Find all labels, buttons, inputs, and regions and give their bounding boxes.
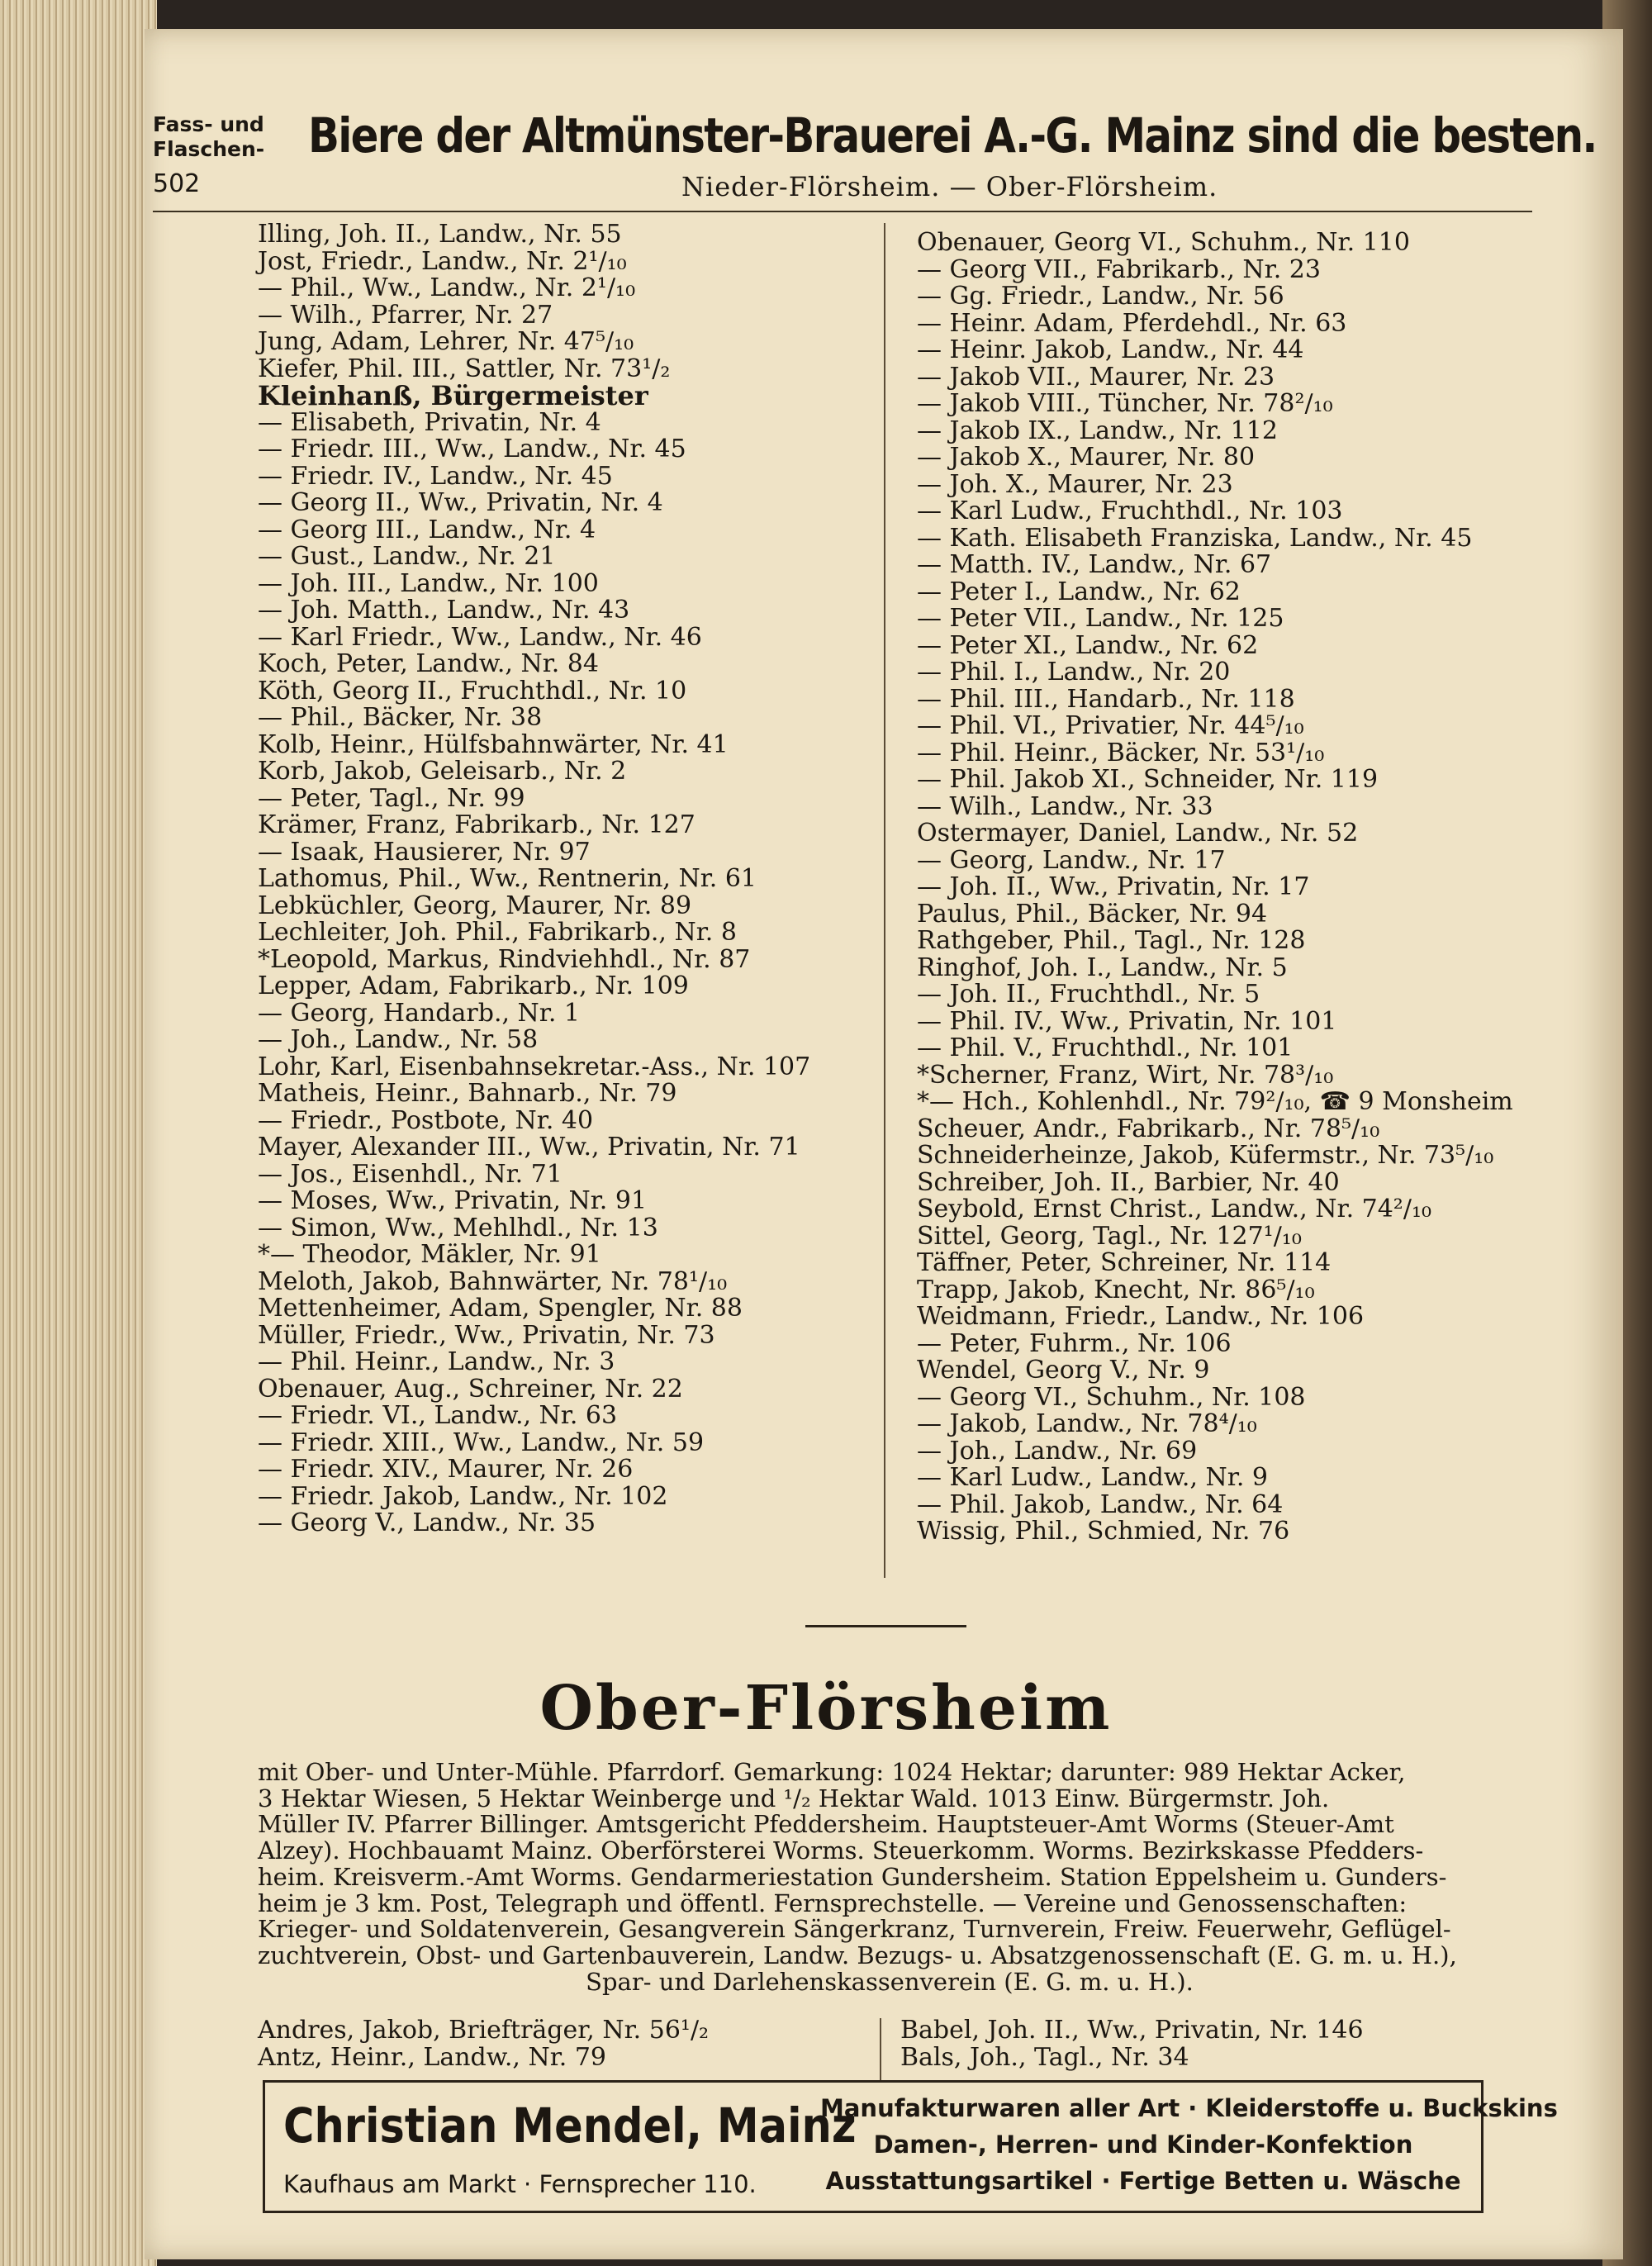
section-intro <box>258 1760 1521 1995</box>
directory-entry: Koch, Peter, Landw., Nr. 84 <box>258 649 599 678</box>
directory-entry: Mayer, Alexander III., Ww., Privatin, Nr. 71 <box>258 1133 800 1162</box>
directory-entry: Jung, Adam, Lehrer, Nr. 47⁵/₁₀ <box>258 327 634 356</box>
top-advertisement <box>153 107 1597 173</box>
page-number: 502 <box>153 169 201 198</box>
ad-top-slogan: Biere der Altmünster-Brauerei A.-G. Mainz sind die besten. <box>308 107 1597 164</box>
directory-entry: — Phil. I., Landw., Nr. 20 <box>917 658 1231 686</box>
directory-entry: Weidmann, Friedr., Landw., Nr. 106 <box>917 1302 1365 1331</box>
directory-entry: — Peter XI., Landw., Nr. 62 <box>917 630 1259 660</box>
directory-entry: — Jakob, Landw., Nr. 78⁴/₁₀ <box>917 1409 1257 1438</box>
directory-entry: — Friedr. VI., Landw., Nr. 63 <box>258 1401 618 1430</box>
directory-entry: zuchtverein, Obst- und Gartenbauverein, Landw. Bezugs- u. Absatzgenossenschaft (E. G. m. u. H.), <box>258 1941 1457 1969</box>
directory-entry: — Heinr. Jakob, Landw., Nr. 44 <box>917 335 1304 364</box>
directory-entry: *— Theodor, Mäkler, Nr. 91 <box>258 1240 601 1269</box>
directory-entry: Lechleiter, Joh. Phil., Fabrikarb., Nr. 8 <box>258 918 737 947</box>
directory-entry: Sittel, Georg, Tagl., Nr. 127¹/₁₀ <box>917 1221 1302 1251</box>
bottom-right-column <box>900 2017 1364 2071</box>
directory-entry: mit Ober- und Unter-Mühle. Pfarrdorf. Gemarkung: 1024 Hektar; darunter: 989 Hektar Acker, <box>258 1758 1406 1786</box>
directory-entry: Ostermayer, Daniel, Landw., Nr. 52 <box>917 819 1359 848</box>
directory-entry: — Friedr., Postbote, Nr. 40 <box>258 1105 594 1135</box>
directory-entry: *Scherner, Franz, Wirt, Nr. 78³/₁₀ <box>917 1060 1334 1090</box>
directory-entry: — Jakob VIII., Tüncher, Nr. 78²/₁₀ <box>917 389 1333 418</box>
directory-entry: Spar- und Darlehenskassenverein (E. G. m. u. H.). <box>586 1967 1194 1996</box>
directory-entry: — Georg, Landw., Nr. 17 <box>917 845 1226 875</box>
directory-entry: — Georg V., Landw., Nr. 35 <box>258 1508 596 1537</box>
directory-entry: Mettenheimer, Adam, Spengler, Nr. 88 <box>258 1294 743 1323</box>
directory-entry: — Phil. VI., Privatier, Nr. 44⁵/₁₀ <box>917 711 1304 740</box>
directory-entry: — Jakob X., Maurer, Nr. 80 <box>917 443 1256 472</box>
directory-entry: — Phil. V., Fruchthdl., Nr. 101 <box>917 1033 1294 1062</box>
directory-entry: Wendel, Georg V., Nr. 9 <box>917 1356 1210 1385</box>
directory-entry: — Jakob IX., Landw., Nr. 112 <box>917 416 1278 445</box>
directory-entry: — Phil., Bäcker, Nr. 38 <box>258 703 543 732</box>
directory-entry: — Friedr. XIII., Ww., Landw., Nr. 59 <box>258 1428 705 1457</box>
directory-entry: — Karl Friedr., Ww., Landw., Nr. 46 <box>258 622 702 652</box>
directory-entry: Obenauer, Georg VI., Schuhm., Nr. 110 <box>917 228 1410 257</box>
directory-entry: Wissig, Phil., Schmied, Nr. 76 <box>917 1517 1290 1546</box>
running-title: Nieder-Flörsheim. — Ober-Flörsheim. <box>681 171 1218 202</box>
directory-entry: Antz, Heinr., Landw., Nr. 79 <box>258 2042 607 2072</box>
directory-entry: — Friedr. IV., Landw., Nr. 45 <box>258 461 613 491</box>
directory-entry: — Karl Ludw., Fruchthdl., Nr. 103 <box>917 496 1343 525</box>
directory-entry: — Phil. III., Handarb., Nr. 118 <box>917 684 1295 714</box>
directory-entry: — Peter VII., Landw., Nr. 125 <box>917 604 1284 633</box>
directory-entry: Rathgeber, Phil., Tagl., Nr. 128 <box>917 926 1306 955</box>
directory-entry: Scheuer, Andr., Fabrikarb., Nr. 78⁵/₁₀ <box>917 1114 1380 1143</box>
directory-entry: 3 Hektar Wiesen, 5 Hektar Weinberge und ¹/₂ Hektar Wald. 1013 Einw. Bürgermstr. Joh. <box>258 1784 1330 1812</box>
directory-entry: — Phil. Heinr., Landw., Nr. 3 <box>258 1347 615 1376</box>
directory-entry: — Wilh., Landw., Nr. 33 <box>917 791 1213 821</box>
directory-entry: — Joh. II., Ww., Privatin, Nr. 17 <box>917 872 1310 901</box>
directory-entry: Lebküchler, Georg, Maurer, Nr. 89 <box>258 891 692 920</box>
directory-entry: Ringhof, Joh. I., Landw., Nr. 5 <box>917 952 1288 982</box>
directory-entry: — Moses, Ww., Privatin, Nr. 91 <box>258 1186 648 1215</box>
directory-entry: heim. Kreisverm.-Amt Worms. Gendarmeriestation Gundersheim. Station Eppelsheim u. Gunders- <box>258 1862 1447 1891</box>
directory-entry: Lepper, Adam, Fabrikarb., Nr. 109 <box>258 971 689 1000</box>
directory-entry: — Phil., Ww., Landw., Nr. 2¹/₁₀ <box>258 273 636 302</box>
section-separator <box>805 1625 966 1627</box>
directory-entry: — Simon, Ww., Mehlhdl., Nr. 13 <box>258 1213 658 1242</box>
bottom-left-column <box>258 2017 709 2071</box>
directory-entry: Meloth, Jakob, Bahnwärter, Nr. 78¹/₁₀ <box>258 1266 728 1296</box>
directory-entry: Obenauer, Aug., Schreiner, Nr. 22 <box>258 1374 683 1404</box>
ad-address: Kaufhaus am Markt · Fernsprecher 110. <box>283 2170 757 2198</box>
ad-line-1: Manufakturwaren aller Art · Kleiderstoffe u. Buckskins <box>820 2094 1558 2122</box>
column-divider <box>884 223 885 1578</box>
directory-entry: — Joh. Matth., Landw., Nr. 43 <box>258 596 630 625</box>
directory-entry: — Peter, Fuhrm., Nr. 106 <box>917 1328 1232 1358</box>
directory-entry: Köth, Georg II., Fruchthdl., Nr. 10 <box>258 676 687 705</box>
directory-entry: — Jakob VII., Maurer, Nr. 23 <box>917 362 1275 392</box>
directory-entry: Schreiber, Joh. II., Barbier, Nr. 40 <box>917 1167 1340 1197</box>
directory-entry: Bals, Joh., Tagl., Nr. 34 <box>900 2042 1189 2072</box>
running-head <box>153 169 1532 212</box>
directory-entry: Lathomus, Phil., Ww., Rentnerin, Nr. 61 <box>258 864 757 893</box>
directory-entry: — Isaak, Hausierer, Nr. 97 <box>258 837 591 867</box>
ad-line-2: Damen-, Herren- und Kinder-Konfektion <box>873 2131 1413 2159</box>
directory-entry: — Jos., Eisenhdl., Nr. 71 <box>258 1159 563 1189</box>
directory-entry: Kiefer, Phil. III., Sattler, Nr. 73¹/₂ <box>258 354 671 383</box>
directory-entry: Täffner, Peter, Schreiner, Nr. 114 <box>917 1248 1332 1277</box>
directory-entry: Alzey). Hochbauamt Mainz. Oberförsterei Worms. Steuerkomm. Worms. Bezirkskasse Pfedders- <box>258 1836 1424 1865</box>
directory-entry: — Georg II., Ww., Privatin, Nr. 4 <box>258 488 663 517</box>
directory-entry: — Georg VI., Schuhm., Nr. 108 <box>917 1382 1306 1412</box>
directory-entry: Illing, Joh. II., Landw., Nr. 55 <box>258 220 622 249</box>
directory-entry: Kleinhanß, Bürgermeister <box>258 380 648 411</box>
directory-entry: — Matth. IV., Landw., Nr. 67 <box>917 550 1272 579</box>
directory-entry: Matheis, Heinr., Bahnarb., Nr. 79 <box>258 1079 677 1108</box>
directory-entry: — Gg. Friedr., Landw., Nr. 56 <box>917 282 1284 311</box>
directory-entry: — Joh., Landw., Nr. 58 <box>258 1025 539 1054</box>
book-page-edges <box>0 0 157 2266</box>
directory-entry: — Peter, Tagl., Nr. 99 <box>258 783 525 813</box>
ad-top-small-text: Fass- und Flaschen- <box>153 112 265 161</box>
directory-entry: — Joh. III., Landw., Nr. 100 <box>258 568 599 598</box>
directory-entry: *— Hch., Kohlenhdl., Nr. 79²/₁₀, ☎ 9 Monsheim <box>917 1087 1513 1116</box>
directory-entry: Krieger- und Soldatenverein, Gesangverein Sängerkranz, Turnverein, Freiw. Feuerwehr, Geflügel- <box>258 1915 1451 1944</box>
directory-entry: — Joh. II., Fruchthdl., Nr. 5 <box>917 980 1260 1009</box>
directory-entry: Kolb, Heinr., Hülfsbahnwärter, Nr. 41 <box>258 729 729 759</box>
directory-entry: — Peter I., Landw., Nr. 62 <box>917 577 1241 606</box>
directory-entry: — Phil. Heinr., Bäcker, Nr. 53¹/₁₀ <box>917 738 1325 767</box>
directory-entry: — Heinr. Adam, Pferdehdl., Nr. 63 <box>917 308 1347 338</box>
directory-entry: — Joh., Landw., Nr. 69 <box>917 1436 1198 1466</box>
directory-entry: Andres, Jakob, Briefträger, Nr. 56¹/₂ <box>258 2016 710 2045</box>
directory-entry: — Wilh., Pfarrer, Nr. 27 <box>258 300 553 330</box>
directory-entry: Korb, Jakob, Geleisarb., Nr. 2 <box>258 757 627 786</box>
bottom-column-divider <box>880 2018 881 2080</box>
directory-entry: — Karl Ludw., Landw., Nr. 9 <box>917 1463 1268 1492</box>
directory-entry: *Leopold, Markus, Rindviehhdl., Nr. 87 <box>258 944 751 974</box>
directory-entry: Schneiderheinze, Jakob, Küfermstr., Nr. 73⁵/₁₀ <box>917 1141 1494 1170</box>
directory-entry: — Phil. Jakob, Landw., Nr. 64 <box>917 1489 1284 1519</box>
directory-entry: — Friedr. III., Ww., Landw., Nr. 45 <box>258 435 686 463</box>
directory-entry: Lohr, Karl, Eisenbahnsekretar.-Ass., Nr. 107 <box>258 1052 811 1081</box>
directory-entry: Babel, Joh. II., Ww., Privatin, Nr. 146 <box>900 2016 1364 2045</box>
directory-entry: Seybold, Ernst Christ., Landw., Nr. 74²/₁₀ <box>917 1195 1431 1223</box>
directory-entry: — Joh. X., Maurer, Nr. 23 <box>917 469 1233 499</box>
directory-entry: Müller IV. Pfarrer Billinger. Amtsgericht Pfeddersheim. Hauptsteuer-Amt Worms (Steuer-Amt <box>258 1810 1394 1839</box>
directory-entry: — Friedr. XIV., Maurer, Nr. 26 <box>258 1455 634 1484</box>
left-column <box>258 221 810 1537</box>
directory-entry: Paulus, Phil., Bäcker, Nr. 94 <box>917 899 1268 929</box>
directory-entry: — Phil. IV., Ww., Privatin, Nr. 101 <box>917 1006 1337 1036</box>
directory-entry: — Georg, Handarb., Nr. 1 <box>258 998 580 1028</box>
directory-entry: Krämer, Franz, Fabrikarb., Nr. 127 <box>258 810 695 839</box>
right-column <box>917 230 1513 1546</box>
section-title: Ober-Flörsheim <box>539 1673 1113 1744</box>
directory-entry: — Georg III., Landw., Nr. 4 <box>258 515 596 544</box>
directory-entry: Müller, Friedr., Ww., Privatin, Nr. 73 <box>258 1320 715 1350</box>
directory-entry: — Friedr. Jakob, Landw., Nr. 102 <box>258 1481 668 1511</box>
directory-entry: — Phil. Jakob XI., Schneider, Nr. 119 <box>917 765 1379 794</box>
directory-entry: — Kath. Elisabeth Franziska, Landw., Nr. 45 <box>917 523 1473 553</box>
ad-line-3: Ausstattungsartikel · Fertige Betten u. Wäsche <box>825 2167 1461 2195</box>
directory-entry: Trapp, Jakob, Knecht, Nr. 86⁵/₁₀ <box>917 1275 1315 1304</box>
directory-entry: — Gust., Landw., Nr. 21 <box>258 542 556 571</box>
directory-entry: — Elisabeth, Privatin, Nr. 4 <box>258 407 601 437</box>
directory-entry: Jost, Friedr., Landw., Nr. 2¹/₁₀ <box>258 246 627 276</box>
directory-entry: heim je 3 km. Post, Telegraph und öffentl. Fernsprechstelle. — Vereine und Genossenschaften: <box>258 1888 1408 1917</box>
directory-entry: — Georg VII., Fabrikarb., Nr. 23 <box>917 254 1321 284</box>
bottom-advertisement <box>263 2080 1558 2213</box>
ad-company-name: Christian Mendel, Mainz <box>283 2097 857 2154</box>
